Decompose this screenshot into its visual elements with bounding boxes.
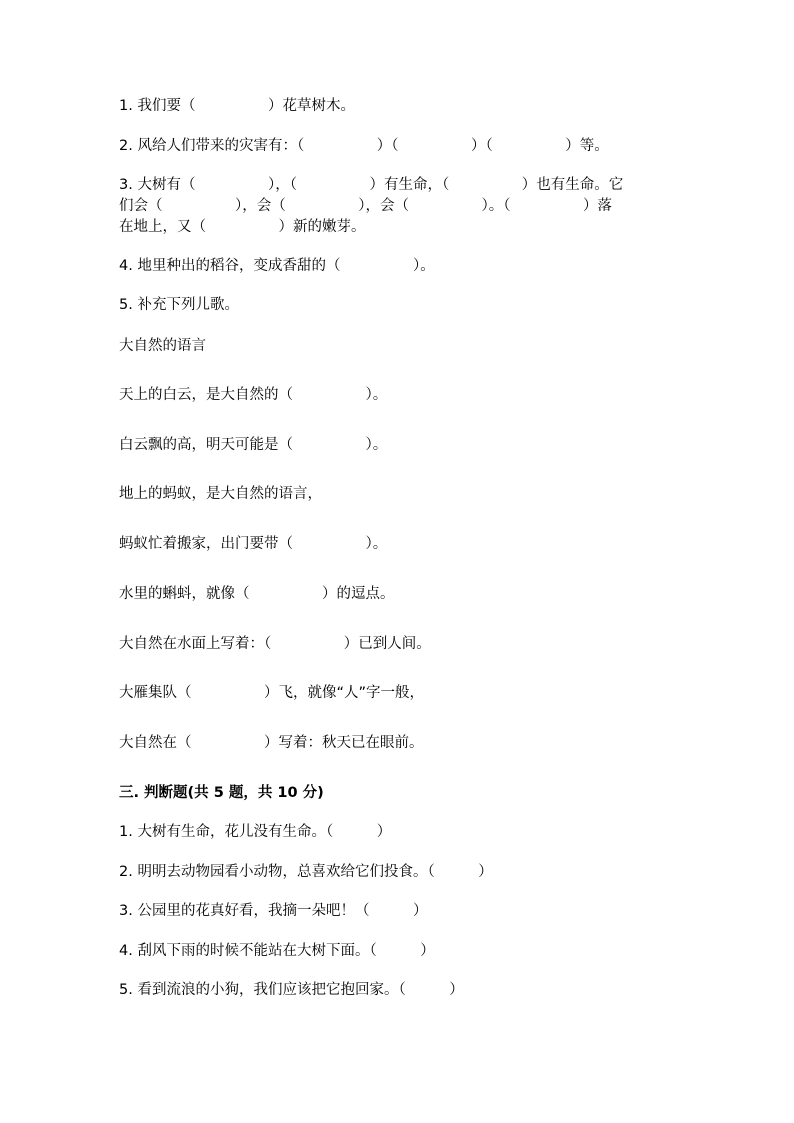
question-3-line-2: 们会（ ），会（ ），会（ ）。（ ）落: [119, 198, 612, 214]
judge-item: 3. 公园里的花真好看，我摘一朵吧！（ ）: [119, 903, 428, 919]
poem-line: 白云飘的高，明天可能是（ ）。: [119, 437, 388, 453]
poem-line: 大自然在水面上写着：（ ）已到人间。: [119, 636, 431, 652]
poem-line: 蚂蚁忙着搬家，出门要带（ ）。: [119, 536, 388, 552]
judge-item: 5. 看到流浪的小狗，我们应该把它抱回家。（ ）: [119, 982, 464, 998]
question-5: 5. 补充下列儿歌。: [119, 297, 239, 313]
question-2: 2. 风给人们带来的灾害有：（ ）（ ）（ ）等。: [119, 138, 609, 154]
poem-line: 天上的白云，是大自然的（ ）。: [119, 387, 388, 403]
question-4: 4. 地里种出的稻谷，变成香甜的（ ）。: [119, 258, 435, 274]
question-3-line-3: 在地上，又（ ）新的嫩芽。: [119, 219, 366, 235]
poem-line: 大自然在（ ）写着：秋天已在眼前。: [119, 735, 424, 751]
poem-line: 地上的蚂蚁，是大自然的语言，: [119, 486, 322, 502]
question-1: 1. 我们要（ ）花草树木。: [119, 98, 355, 114]
question-3-line-1: 3. 大树有（ ），（ ）有生命，（ ）也有生命。它: [119, 177, 624, 193]
poem-line: 水里的蝌蚪，就像（ ）的逗点。: [119, 586, 395, 602]
section-heading-judge: 三. 判断题(共 5 题，共 10 分): [119, 785, 324, 801]
poem-title: 大自然的语言: [119, 338, 206, 354]
judge-item: 4. 刮风下雨的时候不能站在大树下面。（ ）: [119, 943, 435, 959]
judge-item: 1. 大树有生命，花儿没有生命。（ ）: [119, 824, 392, 840]
poem-line: 大雁集队（ ）飞，就像“人”字一般，: [119, 685, 425, 701]
judge-item: 2. 明明去动物园看小动物，总喜欢给它们投食。（ ）: [119, 864, 493, 880]
